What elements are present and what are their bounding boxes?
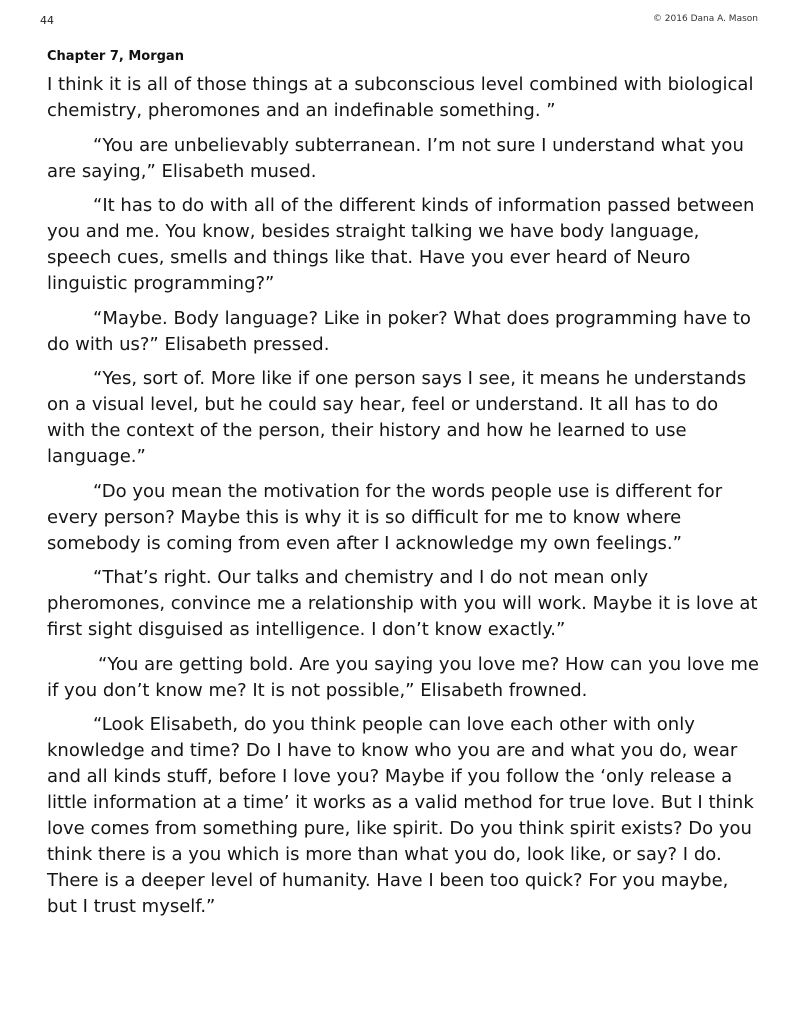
paragraph-3: “It has to do with all of the different kinds of information passed between you and me. You know, besides straight talking we have body language, speech cues, smells and things like that. Have you ever heard of Neuro linguistic programming?” (47, 195, 755, 294)
body-text (47, 72, 759, 929)
paragraph-4: “Maybe. Body language? Like in poker? What does programming have to do with us?” Elisabeth pressed. (47, 307, 751, 355)
paragraph-9: “Look Elisabeth, do you think people can love each other with only knowledge and time? Do I have to know who you are and what you do, wear and all kinds stuff, before I love you? Maybe if you follow the ‘only release a little information at a time’ it works as a valid method for true love. But I think love comes from something pure, like spirit. Do you think spirit exists? Do you think there is a you which is more than what you do, look like, or say? I do. There is a deeper level of humanity. Have I been too quick? For you maybe, but I trust myself.” (47, 714, 754, 917)
paragraph-1: I think it is all of those things at a subconscious level combined with biological chemistry, pheromones and an indefinable something. ” (47, 74, 754, 121)
page-number: 44 (40, 14, 54, 27)
paragraph-2: “You are unbelievably subterranean. I’m not sure I understand what you are saying,” Elisabeth mused. (47, 134, 744, 182)
paragraph-7: “That’s right. Our talks and chemistry and I do not mean only pheromones, convince me a relationship with you will work. Maybe it is love at first sight disguised as intelligence. I don’t know exactly.” (47, 567, 758, 640)
paragraph-5: “Yes, sort of. More like if one person says I see, it means he understands on a visual level, but he could say hear, feel or understand. It all has to do with the context of the person, their history and how he learned to use language.” (47, 368, 747, 467)
copyright-notice: © 2016 Dana A. Mason (652, 14, 758, 24)
paragraph-6: “Do you mean the motivation for the words people use is different for every person? Maybe this is why it is so difficult for me to know where somebody is coming from even after I acknowledge my own feelings.” (47, 480, 723, 554)
paragraph-8: “You are getting bold. Are you saying you love me? How can you love me if you don’t know me? It is not possible,” Elisabeth frowned. (47, 653, 759, 701)
chapter-heading: Chapter 7, Morgan (47, 49, 184, 64)
